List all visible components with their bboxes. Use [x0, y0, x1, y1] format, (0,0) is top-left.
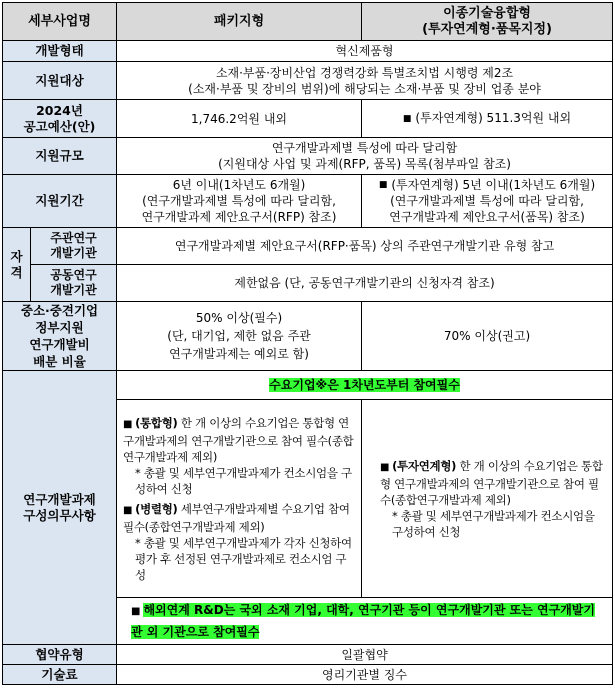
sme-label-line2: 정부지원 — [35, 320, 84, 335]
sme-package-line3: 연구개발과제는 예외로 함) — [169, 347, 309, 361]
sme-label-line3: 연구개발비 — [29, 337, 90, 352]
square-bullet-icon: ■ — [378, 180, 388, 191]
integrated-text: 한 개 이상의 수요기업은 통합형 연구개발과제의 연구개발기관으로 참여 필수(종합연구개발과제 제외) — [123, 415, 354, 464]
sme-label-line4: 배분 비율 — [33, 354, 86, 369]
parallel-paragraph — [123, 501, 355, 535]
row-contract — [3, 645, 613, 665]
square-bullet-icon: ■ — [402, 113, 412, 124]
row-composition-top — [3, 371, 613, 400]
investment-text: 한 개 이상의 수요기업은 통합형 연구개발과제의 연구개발기관으로 참여 필수(종합연구개발과제 제외) — [380, 458, 603, 507]
sme-package-line1: 50% 이상(필수) — [195, 311, 283, 325]
qual-joint-label-line2: 개발기관 — [50, 283, 97, 297]
parallel-tag: (병렬형) — [135, 501, 178, 516]
value-target — [117, 62, 613, 100]
sme-label-line1: 중소·중견기업 — [20, 303, 99, 318]
row-qual-lead — [3, 228, 613, 265]
label-dev-type: 개발형태 — [3, 41, 117, 62]
budget-label-line2: 공고예산(안) — [23, 118, 96, 134]
scale-line1: 연구개발과제별 특성에 따라 달리함 — [271, 141, 458, 155]
value-sme-package — [117, 302, 362, 371]
value-sme-fusion: 70% 이상(권고) — [362, 302, 613, 371]
square-bullet-icon: ■ — [131, 606, 141, 617]
row-budget — [3, 100, 613, 138]
scale-line2: (지원대상 사업 및 과제(RFP, 품목) 목록(첨부파일 참조) — [218, 157, 511, 171]
target-line2: (소재·부품 및 장비의 범위)에 해당되는 소재·부품 및 장비 업종 분야 — [188, 81, 541, 96]
value-qual-joint: 제한없음 (단, 공동연구개발기관의 신청자격 참조) — [117, 265, 613, 302]
value-fee: 영리기관별 징수 — [117, 665, 613, 685]
row-fee — [3, 665, 613, 685]
value-period-package — [117, 175, 362, 228]
header-package-type: 패키지형 — [117, 3, 362, 41]
target-line1: 소재·부품·장비산업 경쟁력강화 특별조치법 시행령 제2조 — [215, 65, 514, 80]
row-sme — [3, 302, 613, 371]
row-qual-joint — [3, 265, 613, 302]
header-fusion-line1: 이종기술융합형 — [443, 5, 531, 21]
composition-label-line2: 구성의무사항 — [23, 507, 96, 523]
value-contract: 일괄협약 — [117, 645, 613, 665]
label-qualification: 자격 — [3, 228, 31, 302]
label-period: 지원기간 — [3, 175, 117, 228]
composition-label-line1: 연구개발과제 — [23, 491, 96, 507]
value-qual-lead: 연구개발과제별 제안요구서(RFP·품목) 상의 주관연구개발기관 유형 참고 — [117, 228, 613, 265]
qual-joint-label-line1: 공동연구 — [50, 268, 97, 282]
row-target — [3, 62, 613, 100]
integrated-tag: (통합형) — [135, 415, 178, 430]
header-fusion-line2: (투자연계형·품목지정) — [422, 21, 552, 37]
qual-lead-label-line2: 개발기관 — [50, 246, 97, 260]
label-contract: 협약유형 — [3, 645, 117, 665]
investment-paragraph — [380, 458, 604, 508]
budget-fusion-text: (투자연계형) 511.3억원 내외 — [415, 111, 572, 126]
square-bullet-icon: ■ — [380, 461, 390, 473]
composition-bottom-note-text: 해외연계 R&D는 국외 소재 기업, 대학, 연구기관 등이 연구개발기관 또는 연구개발기관 외 기관으로 참여필수 — [131, 603, 595, 639]
label-qual-lead — [31, 228, 117, 265]
square-bullet-icon: ■ — [123, 418, 133, 430]
row-scale — [3, 138, 613, 175]
value-dev-type: 혁신제품형 — [117, 41, 613, 62]
composition-top-note — [117, 371, 613, 400]
composition-bottom-note — [117, 598, 613, 645]
header-row — [3, 3, 613, 41]
label-sme — [3, 302, 117, 371]
investment-note: * 총괄 및 세부연구개발과제가 컨소시엄을 구성하여 신청 — [392, 508, 595, 539]
period-package-line1: 6년 이내(1차년도 6개월) — [172, 178, 306, 192]
label-qual-joint — [31, 265, 117, 302]
label-scale: 지원규모 — [3, 138, 117, 175]
budget-label-line1: 2024년 — [36, 102, 83, 118]
label-target: 지원대상 — [3, 62, 117, 100]
row-dev-type — [3, 41, 613, 62]
period-package-line2: (연구개발과제별 특성에 따라 달리함, — [142, 194, 336, 208]
value-scale — [117, 138, 613, 175]
integrated-note: * 총괄 및 세부연구개발과제가 컨소시엄을 구성하여 신청 — [135, 465, 352, 496]
row-period — [3, 175, 613, 228]
parallel-note: * 총괄 및 세부연구개발과제가 각자 신청하여 평가 후 선정된 연구개발과제로 컨소시엄 구성 — [135, 535, 352, 582]
value-period-fusion — [362, 175, 613, 228]
composition-package-cell — [117, 400, 362, 598]
program-summary-table — [2, 2, 613, 685]
value-budget-package: 1,746.2억원 내외 — [117, 100, 362, 138]
period-package-line3: 연구개발과제 제안요구서(RFP) 참조) — [141, 210, 337, 224]
label-budget — [3, 100, 117, 138]
composition-fusion-cell — [362, 400, 613, 598]
label-fee: 기술료 — [3, 665, 117, 685]
value-budget-fusion — [362, 100, 613, 138]
header-fusion-type — [362, 3, 613, 41]
sme-package-line2: (단, 대기업, 제한 없음 주관 — [167, 329, 311, 343]
period-fusion-line3: 연구개발과제 제안요구서(품목) 참조) — [389, 210, 585, 225]
period-fusion-line2: (연구개발과제별 특성에 따라 달리함, — [390, 194, 584, 209]
square-bullet-icon: ■ — [123, 504, 133, 516]
investment-tag: (투자연계형) — [392, 458, 457, 473]
composition-top-note-text: 수요기업※은 1차년도부터 참여필수 — [269, 378, 460, 392]
parallel-text: 세부연구개발과제별 수요기업 참여 필수(종합연구개발과제 제외) — [123, 501, 350, 534]
integrated-paragraph — [123, 415, 355, 465]
header-program-name: 세부사업명 — [3, 3, 117, 41]
period-fusion-line1: ■ (투자연계형) 5년 이내(1차년도 6개월) — [378, 177, 596, 192]
label-composition — [3, 371, 117, 645]
qual-lead-label-line1: 주관연구 — [50, 231, 97, 245]
